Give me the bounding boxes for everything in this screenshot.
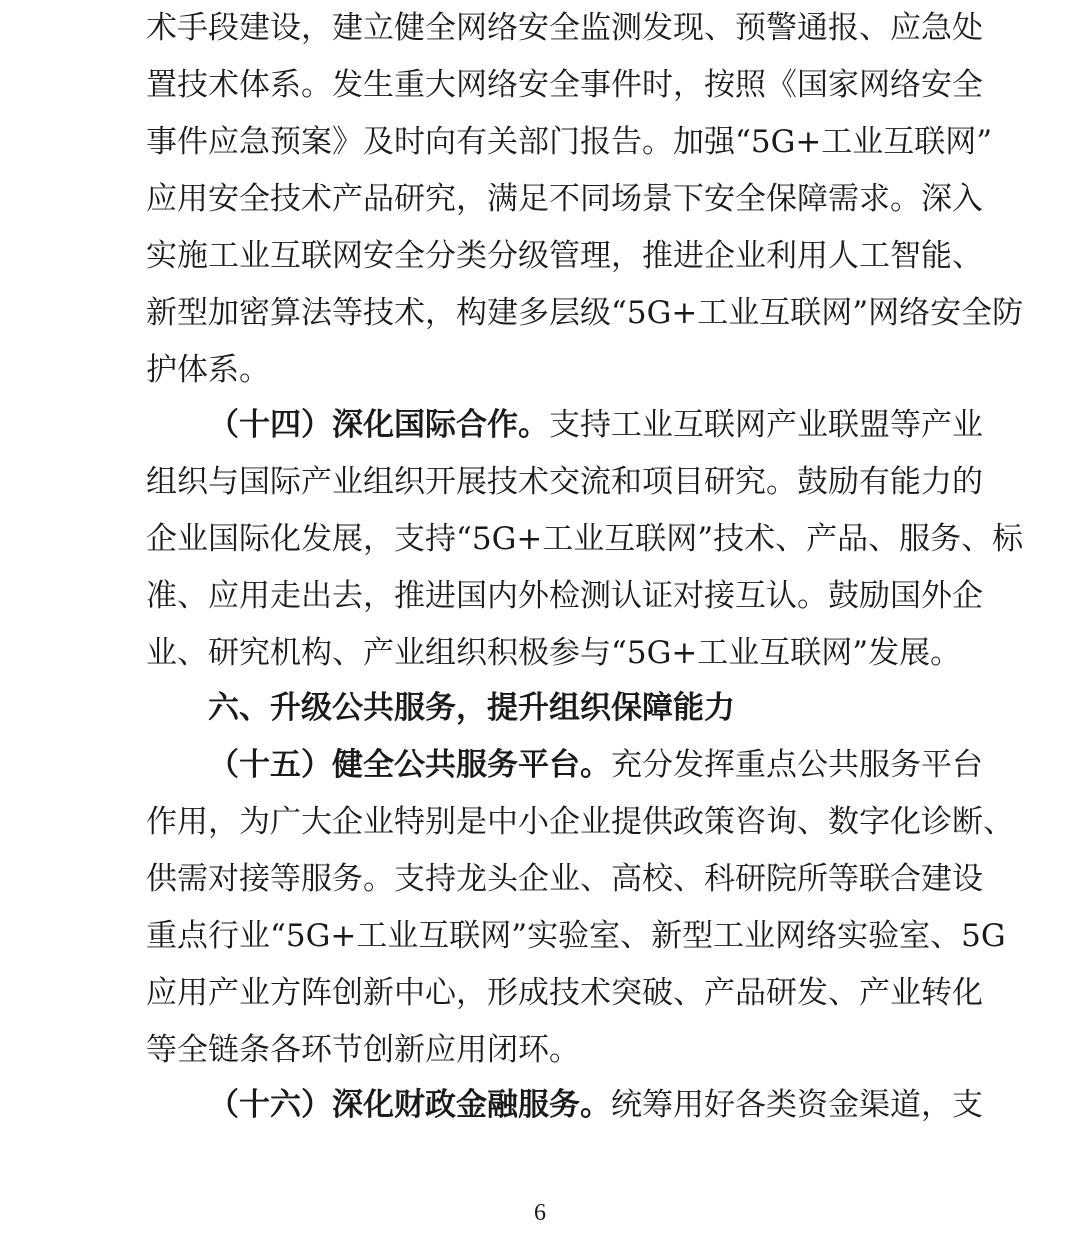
section-heading: 六、升级公共服务，提升组织保障能力 xyxy=(208,690,735,726)
text-line: 应用安全技术产品研究，满足不同场景下安全保障需求。深入 xyxy=(146,181,983,217)
text-line: 供需对接等服务。支持龙头企业、高校、科研院所等联合建设 xyxy=(146,861,983,897)
text-line: 新型加密算法等技术，构建多层级“5G+工业互联网”网络安全防 xyxy=(146,295,1024,331)
text-line: 事件应急预案》及时向有关部门报告。加强“5G+工业互联网” xyxy=(146,124,993,160)
text-line: 实施工业互联网安全分类分级管理，推进企业利用人工智能、 xyxy=(146,238,983,274)
paragraph-15-first-line xyxy=(146,745,983,785)
paragraph-16-lead: （十六）深化财政金融服务。 xyxy=(208,1087,611,1123)
text-line: 术手段建设，建立健全网络安全监测发现、预警通报、应急处 xyxy=(146,10,983,46)
text-line: 准、应用走出去，推进国内外检测认证对接互认。鼓励国外企 xyxy=(146,578,983,614)
paragraph-14-first-line xyxy=(146,405,983,445)
text-line: 作用，为广大企业特别是中小企业提供政策咨询、数字化诊断、 xyxy=(146,804,1014,840)
text-line: 业、研究机构、产业组织积极参与“5G+工业互联网”发展。 xyxy=(146,635,962,671)
text-line: 组织与国际产业组织开展技术交流和项目研究。鼓励有能力的 xyxy=(146,464,983,500)
paragraph-15-first-rest: 充分发挥重点公共服务平台 xyxy=(611,747,983,783)
paragraph-14-lead: （十四）深化国际合作。 xyxy=(208,407,549,443)
paragraph-14-first-rest: 支持工业互联网产业联盟等产业 xyxy=(549,407,983,443)
paragraph-16-first-line xyxy=(146,1085,983,1125)
text-line: 应用产业方阵创新中心，形成技术突破、产品研发、产业转化 xyxy=(146,975,983,1011)
text-line: 护体系。 xyxy=(146,352,270,388)
paragraph-15-lead: （十五）健全公共服务平台。 xyxy=(208,747,611,783)
text-line: 重点行业“5G+工业互联网”实验室、新型工业网络实验室、5G xyxy=(146,918,1006,954)
page-number: 6 xyxy=(534,1200,546,1226)
paragraph-16-first-rest: 统筹用好各类资金渠道，支 xyxy=(611,1087,983,1123)
text-line: 企业国际化发展，支持“5G+工业互联网”技术、产品、服务、标 xyxy=(146,521,1024,557)
text-line: 置技术体系。发生重大网络安全事件时，按照《国家网络安全 xyxy=(146,67,983,103)
text-line: 等全链条各环节创新应用闭环。 xyxy=(146,1032,580,1068)
